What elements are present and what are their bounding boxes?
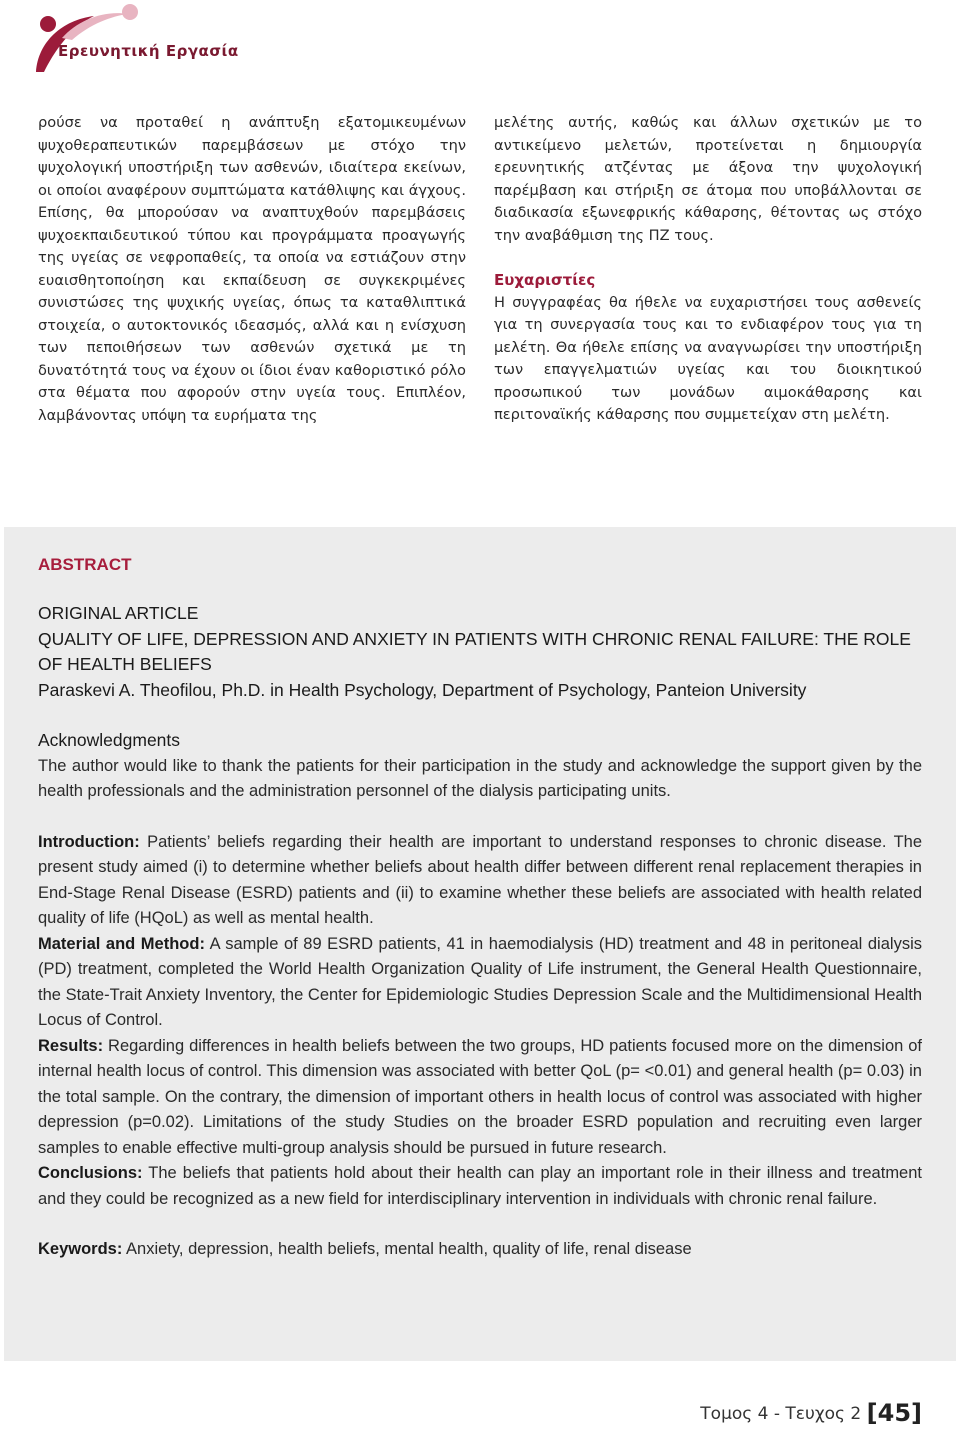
acknowledgments-en-text: The author would like to thank the patients for their participation in the study and acknowledge the support given by the health professionals and the administration personnel of the dialysis participating units. xyxy=(38,756,922,800)
page-header xyxy=(30,0,330,80)
journal-logo-icon xyxy=(32,2,142,74)
conclusions-label: Conclusions: xyxy=(38,1164,143,1182)
page-number: [45] xyxy=(866,1399,922,1427)
method-label: Material and Method: xyxy=(38,934,205,953)
keywords-label: Keywords: xyxy=(38,1240,123,1258)
article-author: Paraskevi A. Theofilou, Ph.D. in Health Psychology, Department of Psychology, Panteion University xyxy=(38,679,807,700)
keywords-line xyxy=(38,1237,922,1263)
abstract-box xyxy=(4,527,956,1361)
abstract-method xyxy=(38,932,922,1034)
results-text: Regarding differences in health beliefs between the two groups, HD patients focused more on the dimension of internal health locus of control. This dimension was associated with better QoL (p= <0.01) and general health (p= 0.03) in the total sample. On the contrary, the dimension of important others in health locus of control was associated with higher depression (p=0.02). Limitations of the study Studies on the broader ESRD population and recruiting even larger samples to enable effective multi-group analysis should be pursued in future research. xyxy=(38,1036,922,1157)
abstract-heading xyxy=(38,601,922,703)
introduction-label: Introduction: xyxy=(38,832,140,851)
page-footer xyxy=(700,1399,922,1427)
abstract-introduction xyxy=(38,830,922,932)
conclusions-text: The beliefs that patients hold about their health can play an important role in their illness and treatment and they could be recognized as a new field for interdisciplinary intervention in individuals with chronic renal failure. xyxy=(38,1164,922,1208)
method-text: A sample of 89 ESRD patients, 41 in haemodialysis (HD) treatment and 48 in peritoneal dialysis (PD) treatment, completed the World Health Organization Quality of Life instrument, the General Health Questionnaire, the State-Trait Anxiety Inventory, the Center for Epidemiologic Studies Depression Scale and the Multidimensional Health Locus of Control. xyxy=(38,934,922,1029)
acknowledgments-en-title: Acknowledgments xyxy=(38,730,181,750)
results-label: Results: xyxy=(38,1036,104,1055)
left-column-text: ρούσε να προταθεί η ανάπτυξη εξατομικευμένων ψυχοθεραπευτικών παρεμβάσεων με στόχο την ψυχολογική υποστήριξη των ασθενών, ιδιαίτερα εκείνων, οι οποίοι αναφέρουν συμπτώματα κατάθλιψης και άγχους. Επίσης, θα μπορούσαν να αναπτυχθούν παρεμβάσεις ψυχοεκπαιδευτικού τύπου και προγράμματα προαγωγής της υγείας σε νεφροπαθείς, τα οποία να εστιάζουν στην ευαισθητοποίηση και εκπαίδευση σε συγκεκριμένες συνιστώσες της ψυχικής υγείας, όπως τα καταθλιπτικά στοιχεία, ο αυτοκτονικός ιδεασμός, αλλά και η ενίσχυση των πεποιθήσεων των ασθενών σχετικά με τη δυνατότητά τους να έχουν οι ίδιοι έναν καθοριστικό ρόλο στα θέματα που αφορούν στην υγεία τους. Επιπλέον, λαμβάνοντας υπόψη τα ευρήματα της xyxy=(38,114,466,424)
acknowledgments-gr-title: Ευχαριστίες xyxy=(494,271,596,289)
right-column xyxy=(494,112,922,427)
abstract-conclusions xyxy=(38,1161,922,1212)
abstract-acknowledgments xyxy=(38,728,922,805)
abstract-content xyxy=(38,555,922,1263)
introduction-text: Patients’ beliefs regarding their health are important to understand responses to chronic disease. The present study aimed (i) to determine whether beliefs about health differ between different renal replacement therapies in End-Stage Renal Disease (ESRD) patients and (ii) to examine whether these beliefs are associated with health related quality of life (HQoL) as well as mental health. xyxy=(38,832,922,927)
keywords-text: Anxiety, depression, health beliefs, mental health, quality of life, renal disease xyxy=(122,1240,692,1258)
article-type: ORIGINAL ARTICLE xyxy=(38,603,199,623)
right-column-text: μελέτης αυτής, καθώς και άλλων σχετικών με το αντικείμενο μελετών, προτείνεται η δημιουργία ερευνητικής ατζέντας με άξονα την ψυχολογική παρέμβαση και στήριξη σε άτομα που υποβάλλονται σε διαδικασία εξωνεφρικής κάθαρσης, θέτοντας ως στόχο την αναβάθμιση της ΠΖ τους. xyxy=(494,114,922,244)
left-column xyxy=(38,112,466,427)
section-label: Ερευνητική Εργασία xyxy=(58,42,239,60)
abstract-label: ABSTRACT xyxy=(38,555,132,574)
abstract-results xyxy=(38,1034,922,1162)
abstract-body xyxy=(38,830,922,1213)
volume-issue: Τομος 4 - Τευχος 2 xyxy=(700,1404,867,1424)
article-title: QUALITY OF LIFE, DEPRESSION AND ANXIETY IN PATIENTS WITH CHRONIC RENAL FAILURE: THE ROLE OF HEALTH BELIEFS xyxy=(38,628,911,674)
acknowledgments-gr-text: Η συγγραφέας θα ήθελε να ευχαριστήσει τους ασθενείς για τη συνεργασία τους και το ενδιαφέρον τους για τη μελέτη. Θα ήθελε επίσης να αναγνωρίσει την υποστήριξη των επαγγελματιών υγείας και του διοικητικού προσωπικού των μονάδων αιμοκάθαρσης και περιτοναϊκής κάθαρσης που συμμετείχαν στη μελέτη. xyxy=(494,293,922,423)
abstract-keywords xyxy=(38,1237,922,1263)
